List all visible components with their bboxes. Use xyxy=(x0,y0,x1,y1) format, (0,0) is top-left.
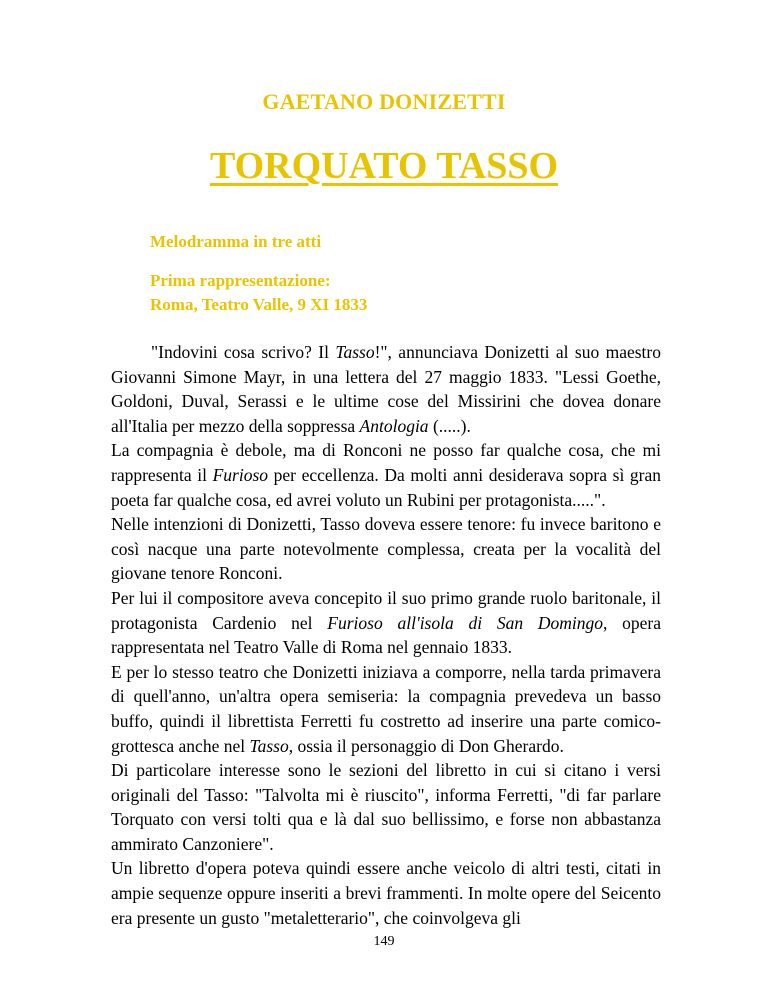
premiere-label: Prima rappresentazione: xyxy=(150,271,331,290)
body-paragraph xyxy=(111,438,661,512)
text-run: per eccellenza. Da molti anni desiderava sopra sì gran poeta far qualche cosa, ed avrei voluto un Rubini per protagonista.....". xyxy=(111,464,662,510)
premiere-place: Roma, Teatro Valle, 9 XI 1833 xyxy=(150,295,368,314)
premiere-block xyxy=(150,269,367,317)
text-run: !", annunciava Donizetti al suo maestro Giovanni Simone Mayr, in una lettera del 27 maggio 1833. "Lessi Goethe, Goldoni, Duval, Serassi e le ultime cose del Missirini che dovea donare all'Italia per mezzo della soppressa xyxy=(111,342,661,436)
italic-title-run: Antologia xyxy=(359,415,429,436)
text-run: Nelle intenzioni di Donizetti, Tasso doveva essere tenore: fu invece baritono e così nacque una parte notevolmente complessa, creata per la vocalità del giovane tenore Ronconi. xyxy=(111,514,661,584)
body-paragraph xyxy=(111,586,661,660)
text-run: , ossia il personaggio di Don Gherardo. xyxy=(288,735,564,756)
text-run: Di particolare interesse sono le sezioni del libretto in cui si citano i versi originali del Tasso: "Talvolta mi è riuscito", informa Ferretti, "di far parlare Torquato con versi tolti qua e là dal suo bellissimo, e forse non abbastanza ammirato Canzoniere". xyxy=(111,760,661,854)
body-paragraph xyxy=(111,660,661,758)
body-paragraph xyxy=(111,512,661,586)
text-run: La compagnia è debole, ma di Ronconi ne posso far qualche cosa, che mi rappresenta il xyxy=(111,440,661,485)
text-run: , opera rappresentata nel Teatro Valle di Roma nel gennaio 1833. xyxy=(111,612,661,658)
italic-title-run: Tasso xyxy=(249,735,289,756)
text-run: Per lui il compositore aveva concepito il suo primo grande ruolo baritonale, il protagonista Cardenio nel xyxy=(111,587,661,633)
text-run: E per lo stesso teatro che Donizetti iniziava a comporre, nella tarda primavera di quell'anno, un'altra opera semiseria: la compagnia prevedeva un basso buffo, quindi il librettista Ferretti fu costretto ad inserire una parte comico-grottesca anche nel xyxy=(111,661,661,756)
text-run: (.....). xyxy=(428,415,471,436)
italic-title-run: Furioso all'isola di San Domingo xyxy=(327,612,603,633)
italic-title-run: Tasso xyxy=(335,342,375,362)
text-run: "Indovini cosa scrivo? Il xyxy=(151,342,336,362)
body-paragraph xyxy=(111,340,661,438)
genre-line: Melodramma in tre atti xyxy=(150,232,322,251)
italic-title-run: Furioso xyxy=(212,464,269,485)
body-paragraph xyxy=(111,856,661,930)
opera-title: TORQUATO TASSO xyxy=(209,145,559,187)
page-number: 149 xyxy=(373,934,395,949)
body-text xyxy=(111,340,661,930)
author-heading: GAETANO DONIZETTI xyxy=(262,89,506,114)
text-run: Un libretto d'opera poteva quindi essere anche veicolo di altri testi, citati in ampie sequenze oppure inseriti a brevi frammenti. In molte opere del Seicento era presente un gusto "metaletterario", che coinvolgeva gli xyxy=(111,858,661,928)
body-paragraph xyxy=(111,758,661,856)
